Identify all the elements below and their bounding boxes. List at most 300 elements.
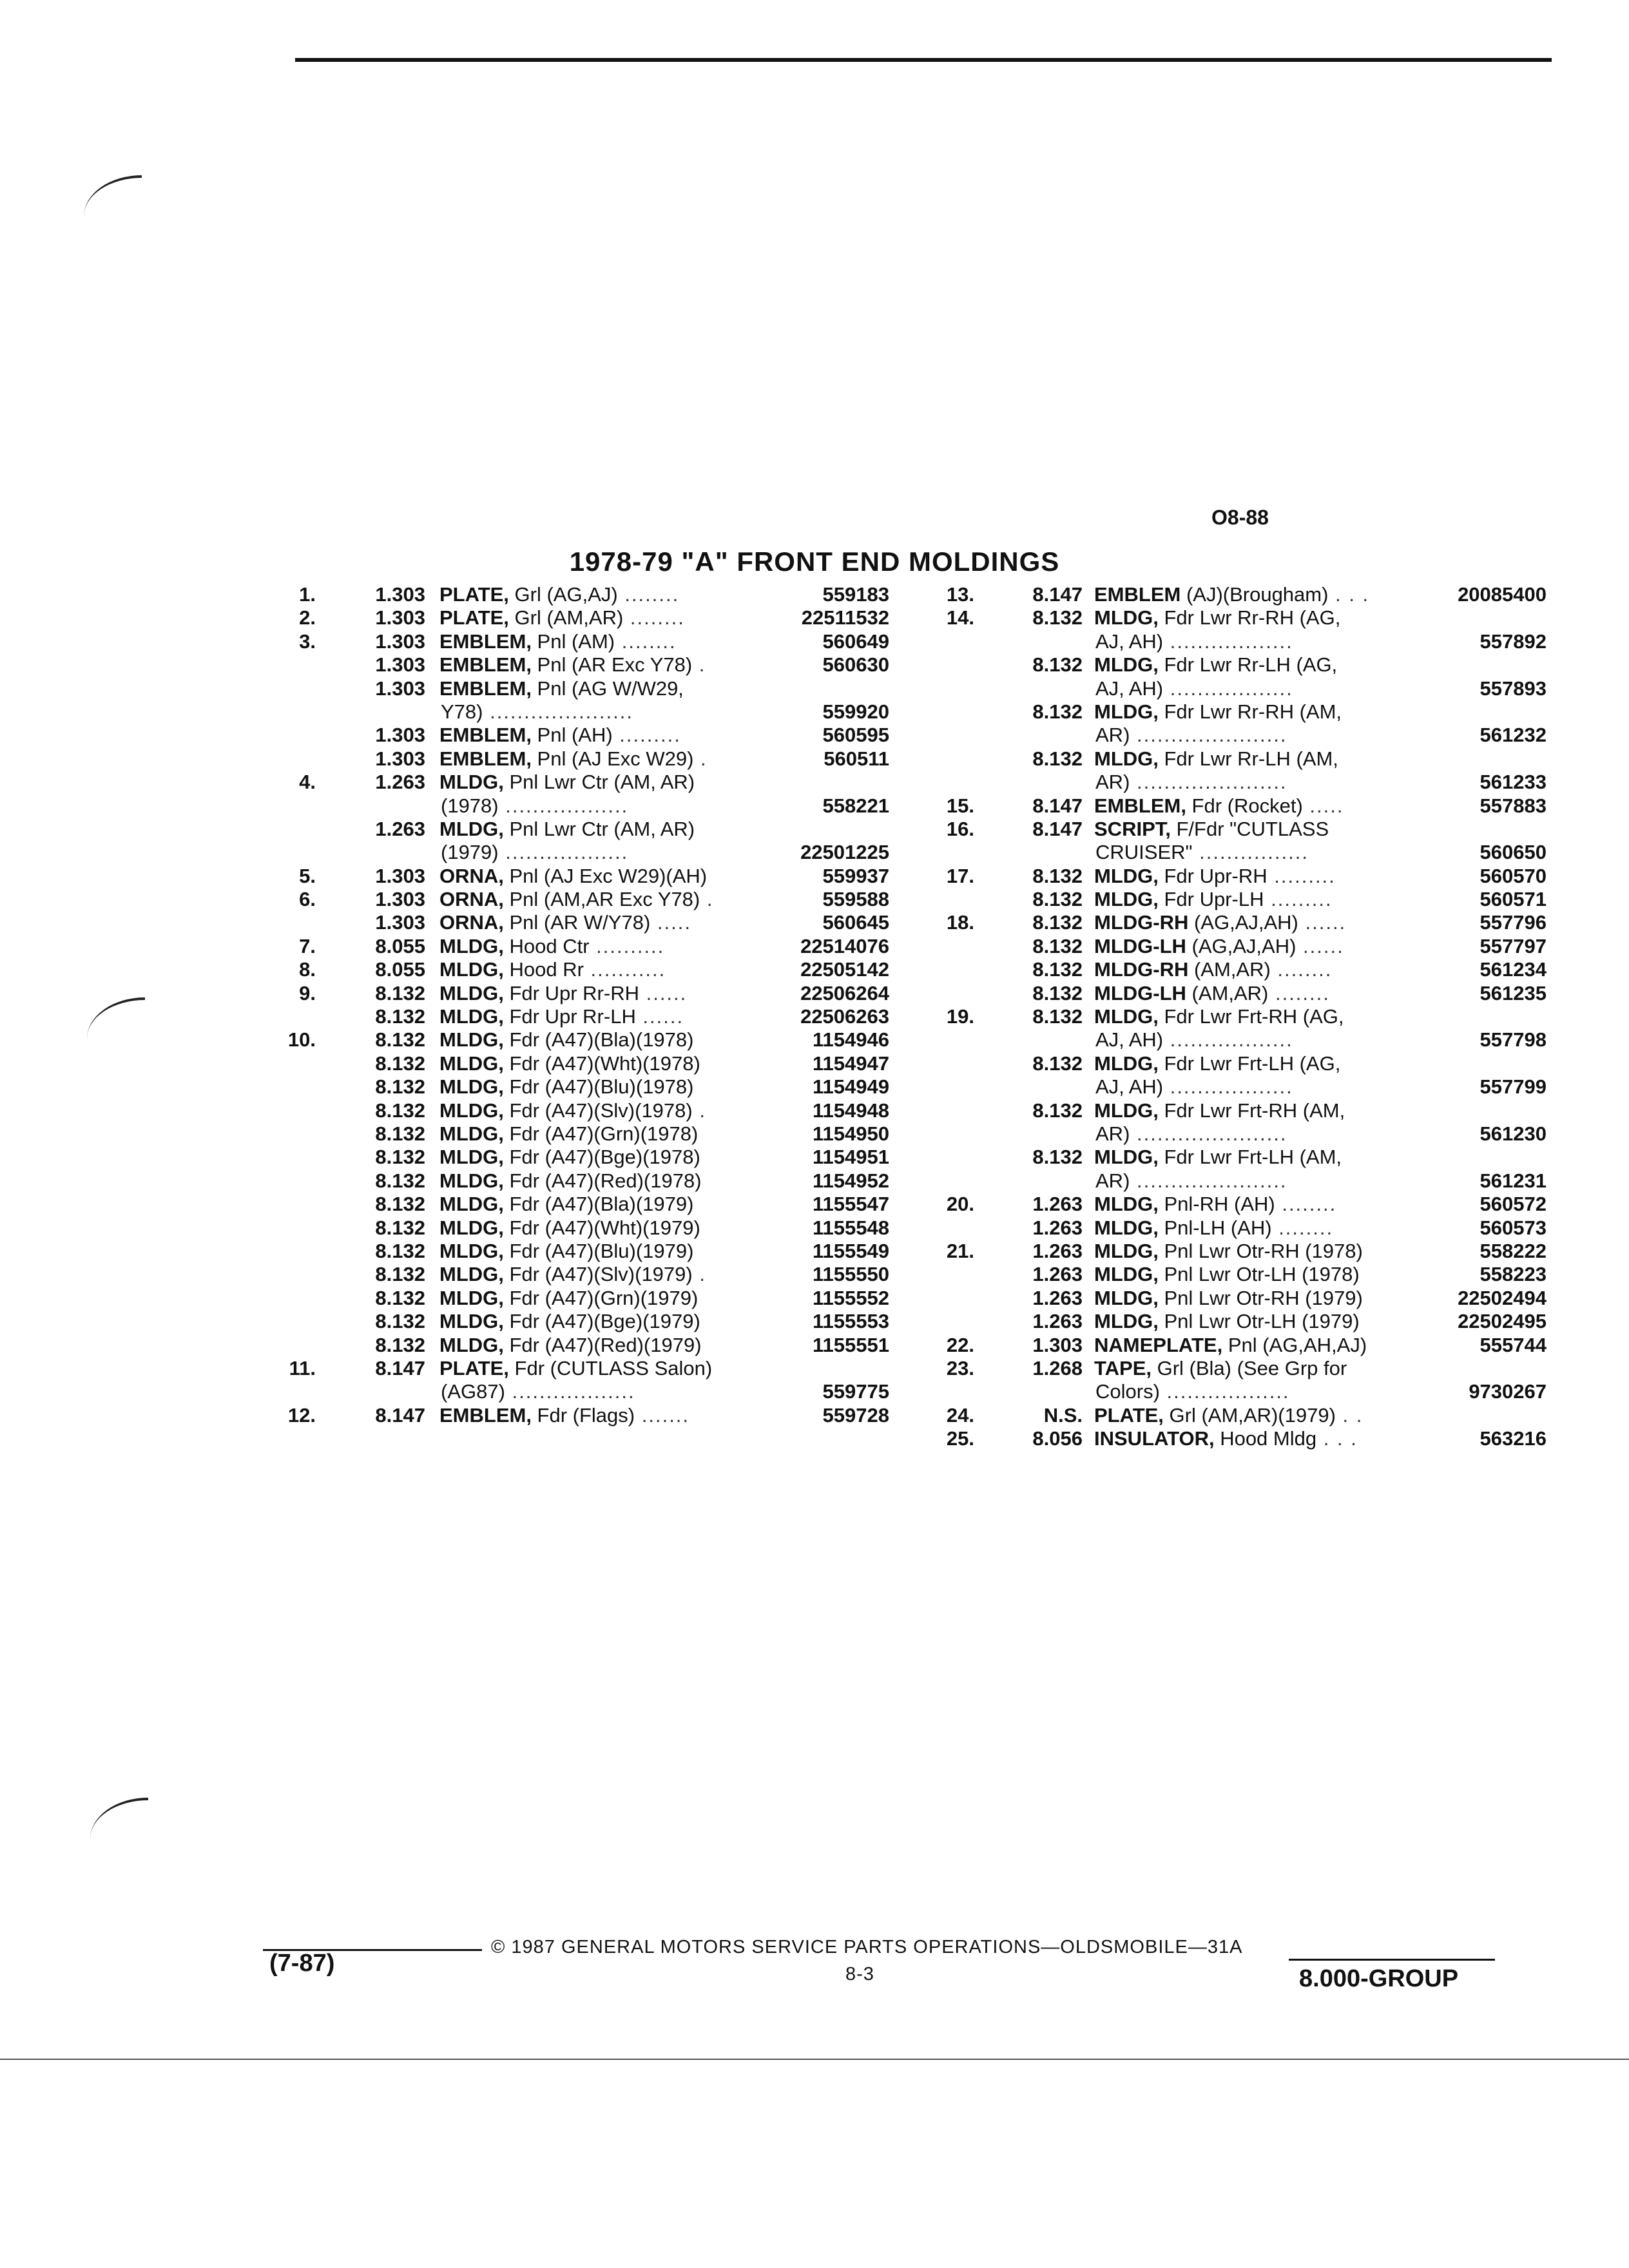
part-row [271, 1240, 889, 1263]
part-number: 557798 [1480, 1028, 1547, 1052]
part-detail: Grl (AM,AR) [508, 606, 624, 629]
part-description [439, 818, 695, 841]
part-detail: Grl (Bla) (See Grp for [1152, 1356, 1347, 1379]
part-row [928, 700, 1547, 724]
leader-dots: ...... [639, 981, 688, 1004]
leader-dots: .......... [589, 934, 665, 957]
group-number: 8.055 [375, 934, 425, 957]
part-detail: Hood Rr [503, 958, 584, 981]
footer-rule-right [1289, 1959, 1495, 1961]
part-row [928, 724, 1547, 747]
part-name: MLDG, [439, 1052, 504, 1075]
part-row [271, 1028, 889, 1052]
part-detail: Fdr Upr-RH [1158, 864, 1268, 887]
part-description [1095, 1122, 1287, 1146]
part-description [1094, 1193, 1336, 1216]
part-number: 558222 [1480, 1239, 1547, 1262]
group-number: 1.303 [375, 724, 425, 747]
group-number: 1.263 [1032, 1239, 1083, 1262]
part-description [439, 982, 687, 1005]
part-detail: Fdr (A47)(Blu)(1979) [503, 1239, 694, 1262]
part-detail: Fdr Lwr Rr-RH (AM, [1158, 700, 1342, 723]
leader-dots: ...... [1298, 911, 1347, 934]
part-description [441, 1380, 635, 1403]
part-description [1095, 841, 1309, 864]
part-number: 561233 [1480, 771, 1547, 794]
part-row [271, 1099, 889, 1122]
part-detail: AR) [1095, 1169, 1130, 1192]
part-number: 559775 [822, 1380, 889, 1403]
part-row [928, 1193, 1547, 1216]
part-name: MLDG, [1094, 1286, 1159, 1309]
part-row [271, 841, 889, 864]
item-number: 3. [299, 629, 316, 653]
part-name: MLDG, [1094, 1052, 1159, 1075]
part-row [928, 583, 1547, 606]
part-detail: AR) [1095, 724, 1130, 747]
part-description [439, 1193, 693, 1216]
part-detail: Fdr Lwr Frt-RH (AG, [1158, 1005, 1344, 1028]
part-name: MLDG, [439, 934, 504, 957]
part-description [1094, 1146, 1342, 1169]
part-row [928, 1310, 1547, 1333]
item-number: 4. [299, 771, 316, 794]
part-row [271, 747, 889, 771]
part-row [928, 1357, 1547, 1380]
page-code: O8-88 [1211, 506, 1269, 529]
group-number: 8.132 [1032, 700, 1083, 723]
part-row [271, 958, 889, 981]
item-number: 22. [946, 1333, 974, 1356]
part-detail: (1978) [441, 794, 499, 817]
part-number: 557799 [1480, 1075, 1547, 1099]
part-detail: AJ, AH) [1095, 1075, 1164, 1099]
part-number: 560645 [822, 911, 889, 934]
group-number: 8.132 [1032, 864, 1083, 887]
part-description [439, 606, 685, 629]
group-number: 8.147 [375, 1403, 425, 1427]
part-row [271, 888, 889, 911]
part-row [928, 1263, 1547, 1286]
part-row [271, 700, 889, 724]
revision-date: (7-87) [269, 1950, 335, 1977]
part-row [271, 1052, 889, 1075]
part-description [439, 1075, 693, 1099]
part-number: 1154951 [813, 1146, 889, 1169]
group-number: 1.263 [1032, 1193, 1083, 1216]
group-number: 8.147 [1032, 794, 1083, 817]
part-description [1094, 818, 1329, 841]
part-number: 558221 [822, 794, 889, 817]
part-description [439, 1122, 698, 1146]
group-number: 1.303 [375, 677, 425, 700]
part-name: MLDG, [1094, 747, 1159, 770]
part-description [439, 630, 677, 653]
part-description [439, 747, 708, 771]
part-description [1094, 1263, 1360, 1286]
leader-dots: ................ [1192, 841, 1309, 864]
part-row [928, 1287, 1547, 1310]
part-number: 1155549 [813, 1239, 889, 1262]
part-number: 557892 [1480, 629, 1547, 653]
part-row [928, 1216, 1547, 1240]
group-number: 8.132 [1032, 911, 1083, 934]
part-detail: AJ, AH) [1095, 629, 1164, 653]
group-number: 8.147 [1032, 817, 1083, 840]
part-description [1095, 1075, 1293, 1099]
part-description [1095, 1380, 1290, 1403]
part-number: 1155552 [813, 1286, 889, 1309]
part-detail: Y78) [441, 700, 483, 723]
part-number: 561230 [1480, 1122, 1547, 1145]
item-number: 9. [299, 981, 316, 1004]
item-number: 17. [946, 864, 974, 887]
leader-dots: . [693, 747, 708, 770]
part-row [271, 677, 889, 700]
part-row [271, 794, 889, 818]
part-name: EMBLEM, [439, 629, 532, 653]
part-detail: Pnl (AJ Exc W29)(AH) [503, 864, 708, 887]
part-name: MLDG, [439, 771, 504, 794]
part-number: 560649 [822, 629, 889, 653]
leader-dots: ...... [1296, 934, 1344, 957]
group-number: 8.055 [375, 958, 425, 981]
leader-dots: ..................... [483, 700, 633, 723]
group-number: 8.132 [1032, 653, 1083, 677]
part-detail: Pnl (AR Exc Y78) [531, 653, 693, 677]
leader-dots: .................. [1163, 1028, 1293, 1052]
part-name: ORNA, [439, 911, 504, 934]
group-number: 8.132 [1032, 1146, 1083, 1169]
group-number: 8.132 [375, 1005, 425, 1028]
part-number: 561231 [1480, 1169, 1547, 1192]
part-name: MLDG, [1094, 653, 1159, 677]
part-name: MLDG, [1094, 1263, 1159, 1286]
group-number: 8.147 [375, 1356, 425, 1379]
part-name: INSULATOR, [1094, 1427, 1215, 1450]
item-number: 7. [299, 934, 316, 957]
part-detail: Pnl (AR W/Y78) [503, 911, 651, 934]
group-number: 1.303 [375, 888, 425, 911]
group-number: 8.132 [1032, 981, 1083, 1004]
part-description [441, 700, 633, 724]
group-number: 8.132 [1032, 888, 1083, 911]
part-row [271, 583, 889, 606]
leader-dots: ........ [617, 583, 680, 606]
part-row [271, 818, 889, 841]
part-row [271, 1005, 889, 1028]
group-number: 8.132 [375, 1075, 425, 1099]
item-number: 25. [946, 1427, 974, 1450]
part-detail: Pnl-RH (AH) [1158, 1193, 1275, 1216]
part-detail: Fdr Lwr Rr-LH (AG, [1158, 653, 1338, 677]
part-row [271, 935, 889, 958]
item-number: 21. [946, 1239, 974, 1262]
part-number: 560630 [822, 653, 889, 677]
part-description [1095, 630, 1293, 653]
part-number: 561235 [1480, 981, 1547, 1004]
part-detail: Pnl Lwr Ctr (AM, AR) [503, 817, 695, 840]
part-row [271, 865, 889, 888]
part-description [1094, 1240, 1363, 1263]
leader-dots: . . [1335, 1403, 1364, 1427]
part-description [439, 653, 706, 677]
bottom-rule [0, 2059, 1629, 2060]
part-row [928, 1028, 1547, 1052]
part-description [439, 1357, 712, 1380]
part-row [928, 747, 1547, 771]
part-row [271, 1334, 889, 1357]
part-detail: Fdr (A47)(Red)(1979) [503, 1333, 702, 1356]
leader-dots: .................. [1159, 1380, 1290, 1403]
part-description [1094, 653, 1337, 677]
group-number: 8.132 [375, 1052, 425, 1075]
part-row [928, 630, 1547, 653]
leader-dots: ...... [635, 1005, 684, 1028]
part-row [928, 1146, 1547, 1169]
part-detail: Colors) [1095, 1380, 1160, 1403]
group-number: 8.132 [1032, 1005, 1083, 1028]
part-detail: Grl (AG,AJ) [508, 583, 618, 606]
leader-dots: .................. [505, 1380, 635, 1403]
part-name: PLATE, [439, 1356, 509, 1379]
part-row [271, 771, 889, 794]
part-description [1094, 1052, 1340, 1075]
part-name: MLDG-LH [1094, 934, 1186, 957]
part-name: EMBLEM, [439, 677, 532, 700]
part-detail: Fdr Lwr Frt-LH (AG, [1158, 1052, 1341, 1075]
leader-dots: ...................... [1130, 771, 1287, 794]
part-number: 560511 [824, 747, 889, 770]
part-name: MLDG, [1094, 1146, 1159, 1169]
item-number: 18. [946, 911, 974, 934]
group-number: 8.132 [375, 1263, 425, 1286]
part-row [271, 1357, 889, 1380]
part-number: 557796 [1480, 911, 1547, 934]
leader-dots: ......... [1264, 888, 1333, 911]
part-detail: (AG,AJ,AH) [1188, 911, 1298, 934]
part-number: 1154950 [813, 1122, 889, 1145]
leader-dots: ........ [1268, 981, 1330, 1004]
part-description [439, 771, 695, 794]
part-number: 1155547 [813, 1193, 889, 1216]
group-number: 8.132 [375, 1333, 425, 1356]
part-row [928, 1099, 1547, 1122]
item-number: 8. [299, 958, 316, 981]
part-name: NAMEPLATE, [1094, 1333, 1223, 1356]
item-number: 5. [299, 864, 316, 887]
part-number: 22511532 [801, 606, 889, 629]
part-number: 563216 [1480, 1427, 1547, 1450]
part-description [1094, 1427, 1358, 1450]
part-detail: (1979) [441, 841, 499, 864]
part-number: 22501225 [800, 841, 889, 864]
part-number: 560573 [1480, 1216, 1547, 1239]
part-name: EMBLEM [1094, 583, 1181, 606]
part-description [439, 958, 666, 981]
leader-dots: ....... [635, 1403, 690, 1427]
item-number: 20. [946, 1193, 974, 1216]
part-description [441, 841, 628, 864]
part-row [271, 1169, 889, 1193]
part-detail: Fdr Lwr Rr-LH (AM, [1158, 747, 1338, 770]
page-number: 8-3 [845, 1964, 874, 1984]
part-detail: AJ, AH) [1095, 677, 1164, 700]
part-number: 1155550 [813, 1263, 889, 1286]
part-detail: Fdr Upr Rr-RH [503, 981, 639, 1004]
group-number: 1.303 [375, 653, 425, 677]
part-detail: Fdr Lwr Rr-RH (AG, [1158, 606, 1341, 629]
part-row [928, 606, 1547, 629]
part-description [1094, 583, 1369, 606]
leader-dots: ..... [1302, 794, 1344, 817]
part-name: MLDG, [439, 1310, 504, 1333]
part-name: EMBLEM, [1094, 794, 1186, 817]
part-detail: AJ, AH) [1095, 1028, 1164, 1052]
group-number: 8.132 [1032, 934, 1083, 957]
part-number: 22514076 [800, 934, 889, 957]
leader-dots: .................. [1163, 629, 1293, 653]
part-name: MLDG, [439, 1286, 504, 1309]
margin-mark [84, 175, 142, 216]
page-title: 1978-79 "A" FRONT END MOLDINGS [569, 546, 1060, 577]
part-description [439, 1169, 702, 1193]
part-description [439, 1216, 700, 1240]
part-description [439, 1334, 702, 1357]
leader-dots: ........... [583, 958, 666, 981]
part-row [271, 1404, 889, 1427]
part-description [439, 911, 691, 934]
leader-dots: .................. [1163, 1075, 1293, 1099]
part-row [928, 653, 1547, 677]
item-number: 6. [299, 888, 316, 911]
part-number: 22506264 [800, 981, 889, 1004]
part-description [439, 1052, 700, 1075]
part-name: MLDG-LH [1094, 981, 1186, 1004]
part-number: 1154947 [813, 1052, 889, 1075]
part-description [439, 1240, 693, 1263]
leader-dots: ..... [650, 911, 691, 934]
part-number: 559920 [822, 700, 889, 723]
part-detail: Pnl Lwr Otr-LH (1978) [1158, 1263, 1360, 1286]
part-number: 1155548 [813, 1216, 889, 1239]
part-detail: Pnl (AJ Exc W29) [531, 747, 694, 770]
part-number: 555744 [1480, 1333, 1547, 1356]
margin-mark [90, 1798, 148, 1839]
part-detail: Fdr (A47)(Bla)(1979) [503, 1193, 694, 1216]
part-number: 559937 [822, 864, 889, 887]
group-number: 8.132 [375, 1169, 425, 1192]
group-number: 8.132 [1032, 747, 1083, 770]
part-detail: Fdr (A47)(Grn)(1979) [503, 1286, 699, 1309]
part-row [928, 1380, 1547, 1403]
part-description [1094, 747, 1338, 771]
part-detail: Fdr (A47)(Slv)(1978) [503, 1099, 693, 1122]
part-description [439, 888, 713, 911]
part-detail: Grl (AM,AR)(1979) [1163, 1403, 1336, 1427]
leader-dots: ...................... [1130, 1169, 1287, 1192]
part-description [1094, 982, 1330, 1005]
part-row [271, 724, 889, 747]
part-detail: (AG,AJ,AH) [1186, 934, 1296, 957]
part-name: MLDG, [1094, 888, 1159, 911]
part-name: MLDG, [1094, 700, 1159, 723]
part-detail: Hood Ctr [503, 934, 590, 957]
group-number: 8.132 [1032, 606, 1083, 629]
group-number: 8.132 [1032, 1052, 1083, 1075]
group-number: 8.056 [1032, 1427, 1083, 1450]
part-detail: Fdr Lwr Frt-RH (AM, [1158, 1099, 1345, 1122]
part-detail: Pnl Lwr Otr-LH (1979) [1158, 1310, 1360, 1333]
group-number: 8.132 [375, 1286, 425, 1309]
right-parts-column [928, 583, 1547, 1450]
leader-dots: . [700, 888, 714, 911]
part-name: MLDG, [1094, 1099, 1159, 1122]
part-detail: Fdr (A47)(Blu)(1978) [503, 1075, 694, 1099]
part-number: 9730267 [1469, 1380, 1547, 1403]
part-description [1094, 1404, 1363, 1427]
part-description [1094, 1099, 1345, 1122]
part-detail: Pnl Lwr Otr-RH (1979) [1158, 1286, 1363, 1309]
item-number: 15. [946, 794, 974, 817]
part-number: 557797 [1480, 934, 1547, 957]
part-detail: Fdr (A47)(Bge)(1978) [503, 1146, 700, 1169]
part-name: MLDG, [439, 1122, 504, 1145]
part-row [271, 1310, 889, 1333]
part-detail: AR) [1095, 771, 1130, 794]
part-name: MLDG, [439, 1263, 504, 1286]
part-number: 22502495 [1458, 1310, 1547, 1333]
margin-mark [87, 997, 145, 1039]
part-number: 559588 [822, 888, 889, 911]
part-number: 20085400 [1458, 583, 1547, 606]
part-row [271, 653, 889, 677]
group-number: 1.303 [1032, 1333, 1083, 1356]
part-detail: Fdr (A47)(Red)(1978) [503, 1169, 702, 1192]
part-row [928, 1334, 1547, 1357]
part-detail: Fdr (A47)(Bla)(1978) [503, 1028, 694, 1052]
part-description [439, 1404, 689, 1427]
part-description [1094, 865, 1336, 888]
part-row [928, 911, 1547, 934]
part-name: SCRIPT, [1094, 817, 1171, 840]
part-name: MLDG, [439, 1146, 504, 1169]
part-detail: (AM,AR) [1186, 981, 1269, 1004]
part-detail: Pnl (AG,AH,AJ) [1222, 1333, 1367, 1356]
part-row [928, 865, 1547, 888]
group-number: 1.263 [375, 771, 425, 794]
part-row [928, 841, 1547, 864]
part-row [928, 677, 1547, 700]
group-number: 1.263 [375, 817, 425, 840]
part-row [271, 1216, 889, 1240]
part-description [1094, 888, 1333, 911]
part-number: 560595 [822, 724, 889, 747]
part-row [928, 982, 1547, 1005]
group-number: 8.132 [375, 1310, 425, 1333]
part-name: MLDG, [1094, 1193, 1159, 1216]
part-number: 560570 [1480, 864, 1547, 887]
part-description [1095, 677, 1293, 700]
part-name: MLDG, [439, 817, 504, 840]
part-description [1094, 1005, 1344, 1028]
item-number: 10. [287, 1028, 316, 1052]
part-number: 558223 [1480, 1263, 1547, 1286]
part-detail: Pnl (AM,AR Exc Y78) [503, 888, 700, 911]
leader-dots: .................. [1163, 677, 1293, 700]
group-number: 1.263 [1032, 1263, 1083, 1286]
part-name: MLDG, [439, 981, 504, 1004]
